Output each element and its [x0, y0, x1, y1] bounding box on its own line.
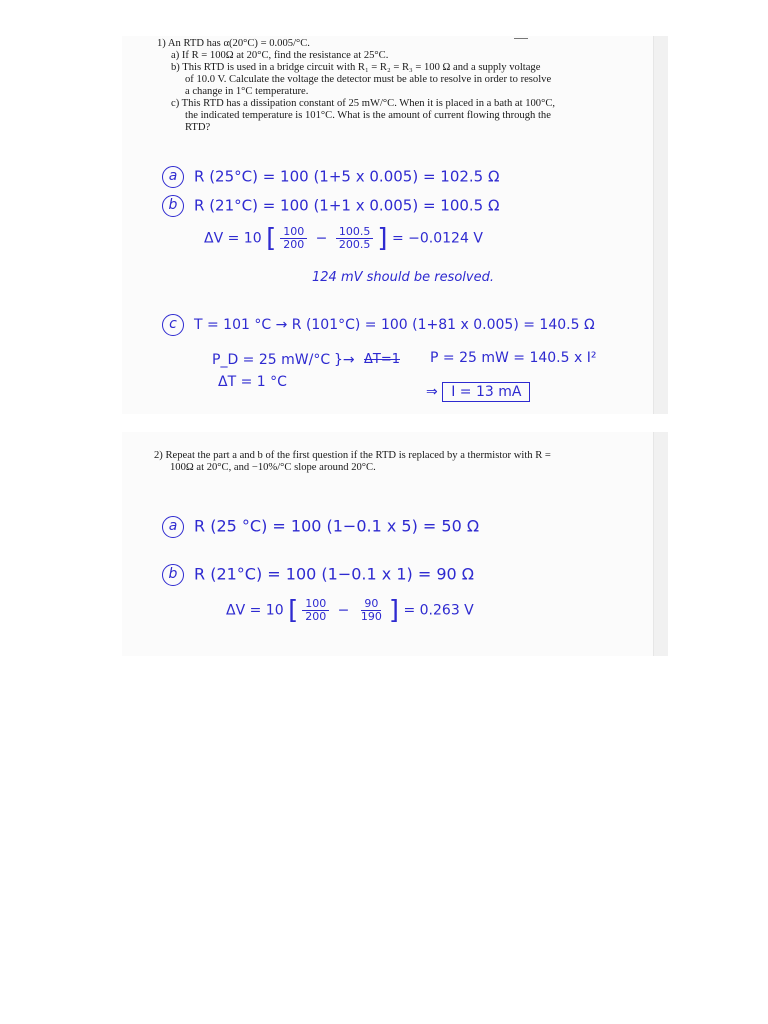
- page-gap: [122, 414, 668, 432]
- solution-2a: [162, 516, 479, 538]
- question-1-line: b) This RTD is used in a bridge circuit with R₁ = R₂ = R₃ = 100 Ω and a supply voltage: [171, 62, 541, 73]
- solution-1c: [162, 314, 595, 336]
- equation: R (21°C) = 100 (1+1 x 0.005) = 100.5 Ω: [194, 196, 500, 215]
- part-marker: b: [162, 564, 184, 586]
- struck-out-text: ΔT=1: [364, 352, 400, 367]
- result: [426, 384, 530, 400]
- question-1-line: a) If R = 100Ω at 20°C, find the resistance at 25°C.: [171, 50, 389, 61]
- fraction: [358, 598, 385, 623]
- bracket-left: [: [288, 595, 299, 626]
- numerator: 90: [361, 598, 381, 611]
- part-marker: b: [162, 195, 184, 217]
- minus-sign: −: [315, 230, 328, 247]
- equation: T = 101 °C → R (101°C) = 100 (1+81 x 0.005) = 140.5 Ω: [194, 317, 595, 333]
- delta-v-lhs: ΔV = 10: [226, 602, 284, 619]
- question-1-line: c) This RTD has a dissipation constant of 25 mW/°C. When it is placed in a bath at 100°C,: [171, 98, 556, 109]
- delta-v-equation: [204, 223, 483, 254]
- question-1-line: a change in 1°C temperature.: [185, 86, 309, 97]
- solution-1a: [162, 166, 499, 188]
- part-marker: a: [162, 166, 184, 188]
- denominator: 200: [283, 238, 305, 251]
- resolution-note: 124 mV should be resolved.: [312, 270, 494, 285]
- delta-v-result: = −0.0124 V: [391, 230, 483, 247]
- denominator: 200.5: [338, 238, 371, 251]
- part-marker: c: [162, 314, 184, 336]
- question-1-line: RTD?: [185, 122, 211, 133]
- delta-v-equation: [226, 595, 474, 626]
- fraction: [336, 226, 374, 251]
- denominator: 190: [360, 610, 382, 623]
- solution-2b: [162, 564, 474, 586]
- solution-1b: [162, 195, 499, 217]
- bracket-left: [: [266, 223, 277, 254]
- bracket-right: ]: [377, 223, 388, 254]
- equation: R (21°C) = 100 (1−0.1 x 1) = 90 Ω: [194, 564, 475, 584]
- fraction: [280, 226, 307, 251]
- question-2-line: 100Ω at 20°C, and −10%/°C slope around 20°C.: [170, 462, 376, 473]
- equation: R (25 °C) = 100 (1−0.1 x 5) = 50 Ω: [194, 516, 480, 536]
- scan-mark: [514, 38, 528, 39]
- denominator: 200: [305, 610, 327, 623]
- page-edge: [653, 432, 668, 656]
- part-marker: a: [162, 516, 184, 538]
- delta-v-lhs: ΔV = 10: [204, 230, 262, 247]
- boxed-answer: I = 13 mA: [442, 382, 530, 402]
- question-1-line: 1) An RTD has α(20°C) = 0.005/°C.: [157, 38, 310, 49]
- implies-arrow: }→: [334, 352, 355, 368]
- power-equation: P = 25 mW = 140.5 x I²: [430, 350, 597, 366]
- delta-t: ΔT = 1 °C: [218, 374, 287, 390]
- delta-v-result: = 0.263 V: [403, 602, 474, 619]
- bracket-right: ]: [388, 595, 400, 626]
- page-edge: [653, 36, 668, 414]
- fraction: [302, 598, 329, 623]
- question-2-line: 2) Repeat the part a and b of the first question if the RTD is replaced by a thermistor with R =: [154, 450, 551, 461]
- numerator: 100: [280, 226, 307, 239]
- equation: R (25°C) = 100 (1+5 x 0.005) = 102.5 Ω: [194, 167, 500, 186]
- numerator: 100.5: [336, 226, 374, 239]
- dissipation-constant: P_D = 25 mW/°C: [212, 352, 331, 368]
- minus-sign: −: [337, 602, 350, 619]
- numerator: 100: [302, 598, 329, 611]
- question-1-line: of 10.0 V. Calculate the voltage the detector must be able to resolve in order to resolve: [185, 74, 552, 85]
- question-1-line: the indicated temperature is 101°C. What is the amount of current flowing through the: [185, 110, 551, 121]
- arrow: ⇒: [426, 384, 438, 400]
